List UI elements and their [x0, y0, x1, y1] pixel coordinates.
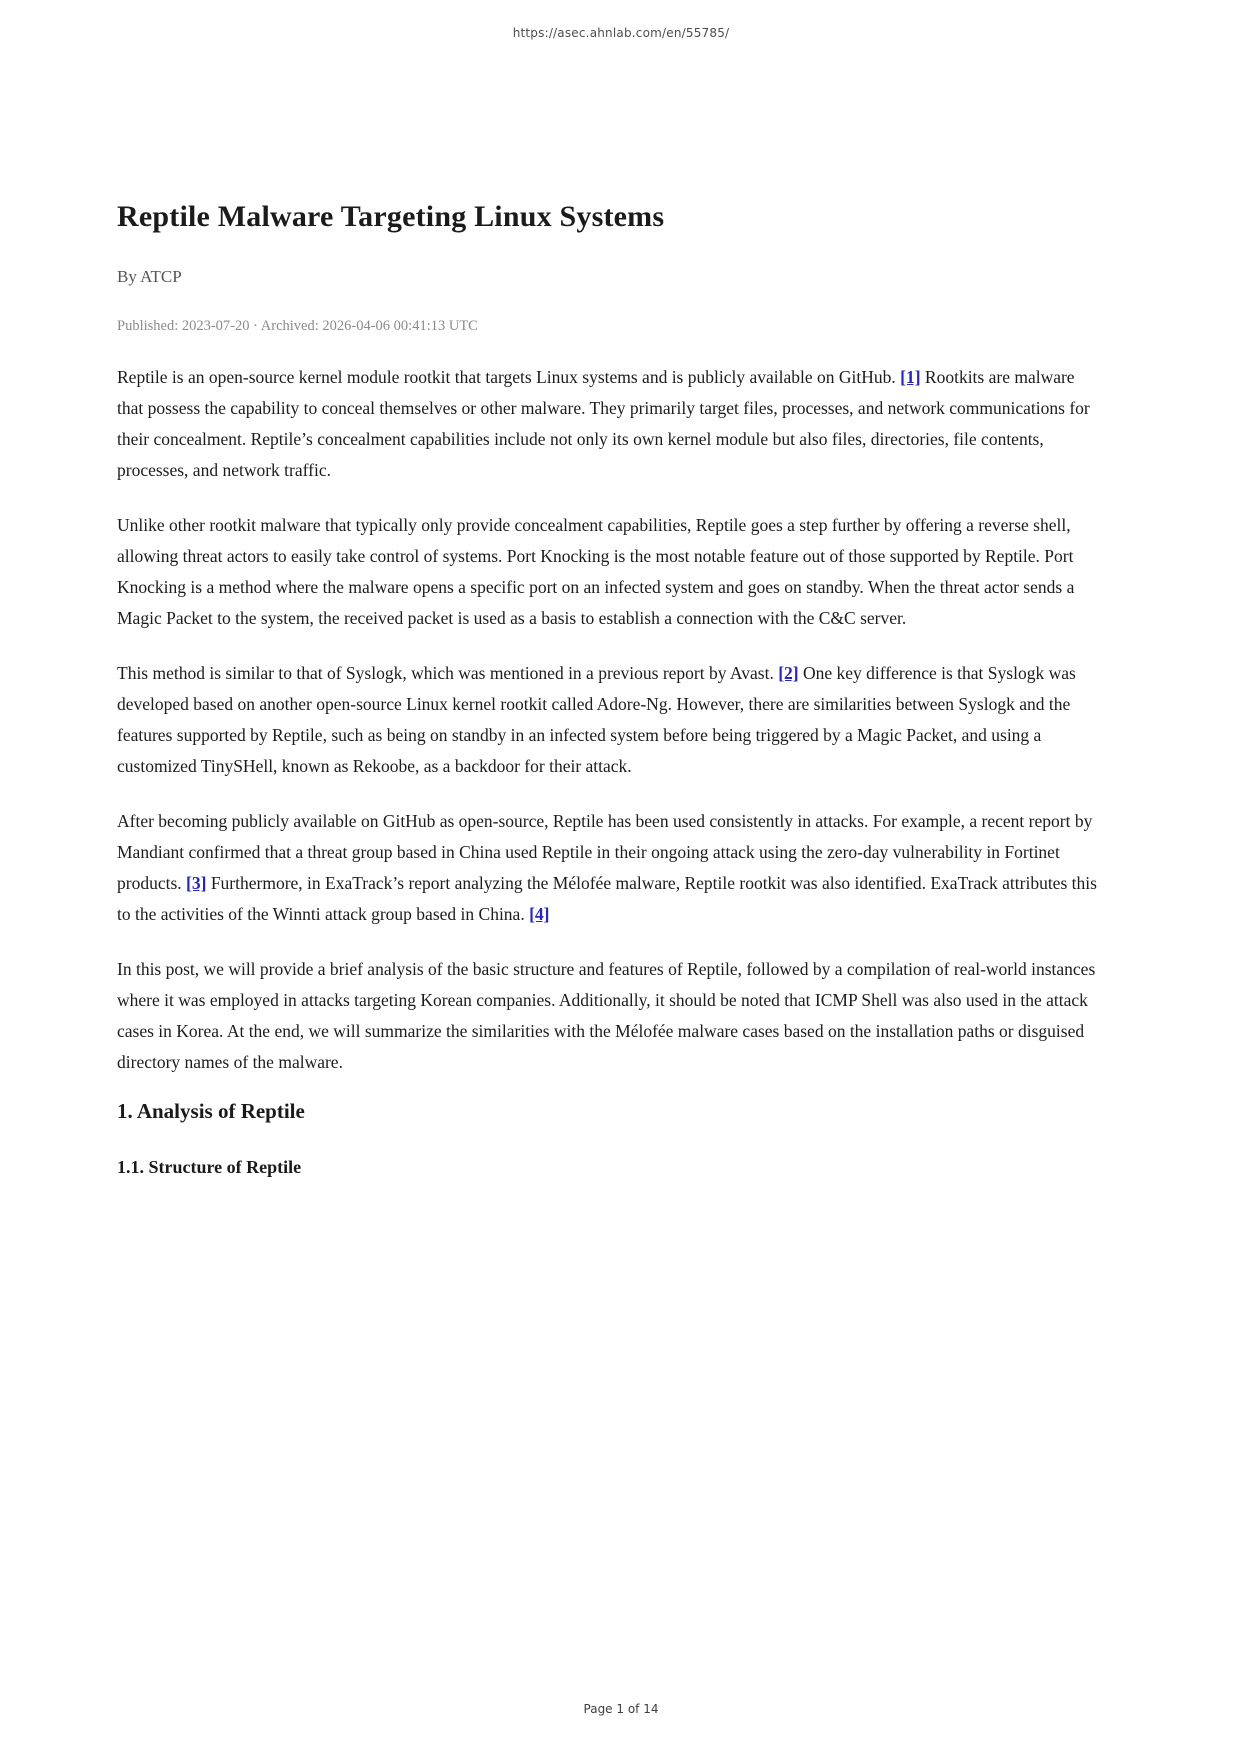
paragraph-text: Rootkits are malware that possess the capability to conceal themselves or other malware. They primarily target files, processes, and network communications for their concealment. Reptile’s concealment capabilities include not only its own kernel module but also files, directories, file contents, processes, and network traffic.: [117, 366, 1090, 480]
section-heading-analysis: 1. Analysis of Reptile: [117, 1098, 305, 1123]
paragraph-5: [117, 954, 1105, 1078]
page-title: Reptile Malware Targeting Linux Systems: [117, 200, 665, 233]
paragraph-2: [117, 510, 1105, 634]
citation-link-2[interactable]: [2]: [778, 662, 799, 683]
publish-meta: Published: 2023-07-20 · Archived: 2026-04-06 00:41:13 UTC: [117, 317, 478, 334]
paragraph-text: In this post, we will provide a brief analysis of the basic structure and features of Reptile, followed by a compilation of real-world instances where it was employed in attacks targeting Korean companies. Additionally, it should be noted that ICMP Shell was also used in the attack cases in Korea. At the end, we will summarize the similarities with the Mélofée malware cases based on the installation paths or disguised directory names of the malware.: [117, 958, 1096, 1072]
citation-link-3[interactable]: [3]: [186, 872, 207, 893]
citation-link-1[interactable]: [1]: [900, 366, 921, 387]
paragraph-text: One key difference is that Syslogk was developed based on another open-source Linux kernel rootkit called Adore-Ng. However, there are similarities between Syslogk and the features supported by Reptile, such as being on standby in an infected system before being triggered by a Magic Packet, and using a customized TinySHell, known as Rekoobe, as a backdoor for their attack.: [117, 662, 1076, 776]
paragraph-text: Furthermore, in ExaTrack’s report analyzing the Mélofée malware, Reptile rootkit was also identified. ExaTrack attributes this to the activities of the Winnti attack group based in China.: [117, 872, 1097, 924]
article-body: [117, 0, 1105, 1179]
paragraph-text: After becoming publicly available on GitHub as open-source, Reptile has been used consistently in attacks. For example, a recent report by Mandiant confirmed that a threat group based in China used Reptile in their ongoing attack using the zero-day vulnerability in Fortinet products.: [117, 810, 1093, 893]
paragraph-text: Unlike other rootkit malware that typically only provide concealment capabilities, Reptile goes a step further by offering a reverse shell, allowing threat actors to easily take control of systems. Port Knocking is the most notable feature out of those supported by Reptile. Port Knocking is a method where the malware opens a specific port on an infected system and goes on standby. When the threat actor sends a Magic Packet to the system, the received packet is used as a basis to establish a connection with the C&C server.: [117, 514, 1075, 628]
byline: By ATCP: [117, 266, 182, 286]
paragraph-3: [117, 658, 1105, 782]
paragraph-4: [117, 806, 1105, 930]
paragraph-text: Reptile is an open-source kernel module rootkit that targets Linux systems and is publicly available on GitHub.: [117, 366, 901, 387]
citation-link-4[interactable]: [4]: [529, 903, 550, 924]
print-header-url: https://asec.ahnlab.com/en/55785/: [512, 26, 730, 40]
paragraph-1: [117, 362, 1105, 486]
page-number: Page 1 of 14: [583, 1702, 659, 1716]
paragraph-text: This method is similar to that of Syslogk, which was mentioned in a previous report by Avast.: [117, 662, 779, 683]
subsection-heading-structure: 1.1. Structure of Reptile: [117, 1156, 302, 1177]
